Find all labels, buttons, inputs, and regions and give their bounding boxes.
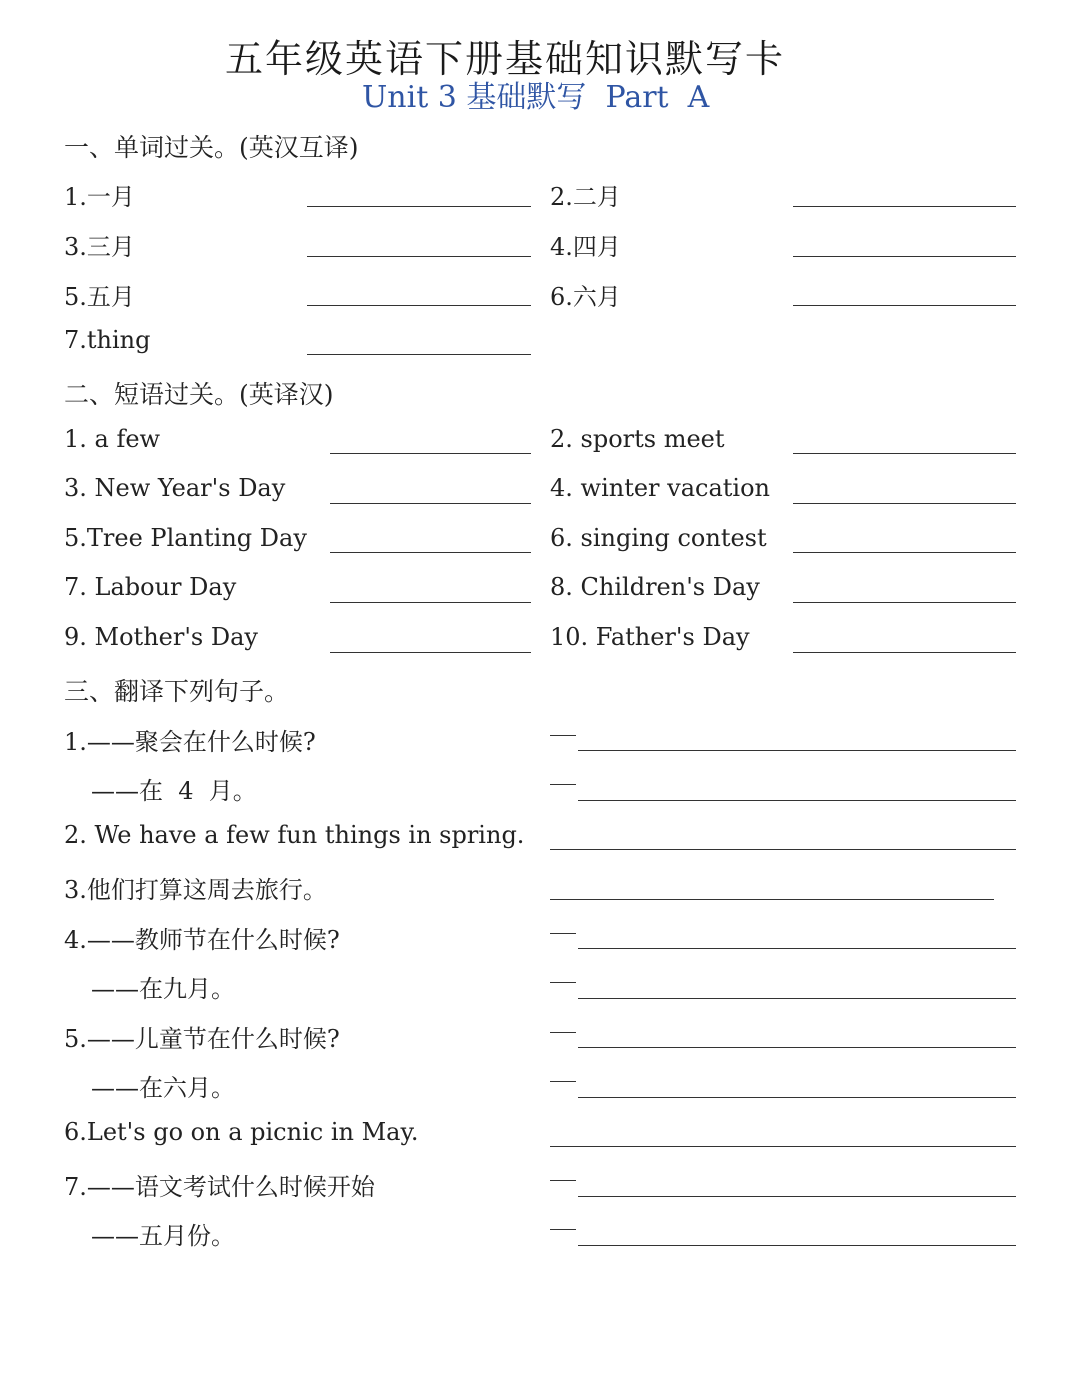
word-item-1: 1.一月 [64,183,135,211]
phrase-item-2: 2. sports meet [550,425,725,453]
sentence-item-3: 3.他们打算这周去旅行。 [64,876,327,904]
phrase-item-1: 1. a few [64,425,161,453]
dialogue-dash [550,933,576,934]
dialogue-dash [550,1229,576,1230]
sentence-answer-line-1a[interactable] [578,800,1016,801]
phrase-item-9: 9. Mother's Day [64,623,258,651]
phrase-answer-line-8[interactable] [793,602,1016,603]
sentence-answer-line-3[interactable] [550,899,994,900]
phrase-item-8: 8. Children's Day [550,573,760,601]
sentence-item-4a: ——在九月。 [91,975,235,1003]
dialogue-dash [550,1032,576,1033]
sentence-item-1a: ——在 4 月。 [91,777,257,805]
page-title: 五年级英语下册基础知识默写卡 [224,37,785,81]
dialogue-dash [550,1180,576,1181]
section-heading-sentences: 三、翻译下列句子。 [64,677,290,706]
sentence-item-6: 6.Let's go on a picnic in May. [64,1118,419,1146]
word-item-2: 2.二月 [550,183,621,211]
sentence-item-7q: 7.——语文考试什么时候开始 [64,1173,375,1201]
sentence-answer-line-1q[interactable] [578,750,1016,751]
sentence-answer-line-2[interactable] [550,849,1016,850]
page-subtitle: Unit 3 基础默写 Part A [362,80,710,115]
word-item-6: 6.六月 [550,283,621,311]
phrase-answer-line-9[interactable] [330,652,531,653]
dialogue-dash [550,1081,576,1082]
sentence-item-1q: 1.——聚会在什么时候? [64,728,316,756]
sentence-answer-line-6[interactable] [550,1146,1016,1147]
sentence-item-2: 2. We have a few fun things in spring. [64,821,525,849]
section-heading-words: 一、单词过关。(英汉互译) [64,133,359,162]
phrase-item-5: 5.Tree Planting Day [64,524,307,552]
phrase-answer-line-1[interactable] [330,453,531,454]
dialogue-dash [550,982,576,983]
sentence-answer-line-4a[interactable] [578,998,1016,999]
phrase-item-7: 7. Labour Day [64,573,237,601]
sentence-answer-line-7q[interactable] [578,1196,1016,1197]
phrase-item-4: 4. winter vacation [550,474,770,502]
phrase-answer-line-5[interactable] [330,552,531,553]
sentence-answer-line-7a[interactable] [578,1245,1016,1246]
phrase-answer-line-2[interactable] [793,453,1016,454]
phrase-answer-line-4[interactable] [793,503,1016,504]
word-answer-line-3[interactable] [307,256,531,257]
dialogue-dash [550,735,576,736]
phrase-item-6: 6. singing contest [550,524,767,552]
sentence-item-5a: ——在六月。 [91,1074,235,1102]
phrase-answer-line-7[interactable] [330,602,531,603]
sentence-item-4q: 4.——教师节在什么时候? [64,926,340,954]
phrase-answer-line-6[interactable] [793,552,1016,553]
dialogue-dash [550,784,576,785]
word-item-5: 5.五月 [64,283,135,311]
sentence-item-7a: ——五月份。 [91,1222,235,1250]
word-answer-line-4[interactable] [793,256,1016,257]
section-heading-phrases: 二、短语过关。(英译汉) [64,380,334,409]
word-item-7: 7.thing [64,326,151,354]
word-answer-line-6[interactable] [793,305,1016,306]
sentence-answer-line-5q[interactable] [578,1047,1016,1048]
sentence-answer-line-5a[interactable] [578,1097,1016,1098]
phrase-item-10: 10. Father's Day [550,623,750,651]
word-item-3: 3.三月 [64,233,135,261]
phrase-answer-line-10[interactable] [793,652,1016,653]
word-answer-line-1[interactable] [307,206,531,207]
phrase-item-3: 3. New Year's Day [64,474,286,502]
sentence-answer-line-4q[interactable] [578,948,1016,949]
word-answer-line-7[interactable] [307,354,531,355]
word-item-4: 4.四月 [550,233,621,261]
word-answer-line-5[interactable] [307,305,531,306]
word-answer-line-2[interactable] [793,206,1016,207]
sentence-item-5q: 5.——儿童节在什么时候? [64,1025,340,1053]
phrase-answer-line-3[interactable] [330,503,531,504]
